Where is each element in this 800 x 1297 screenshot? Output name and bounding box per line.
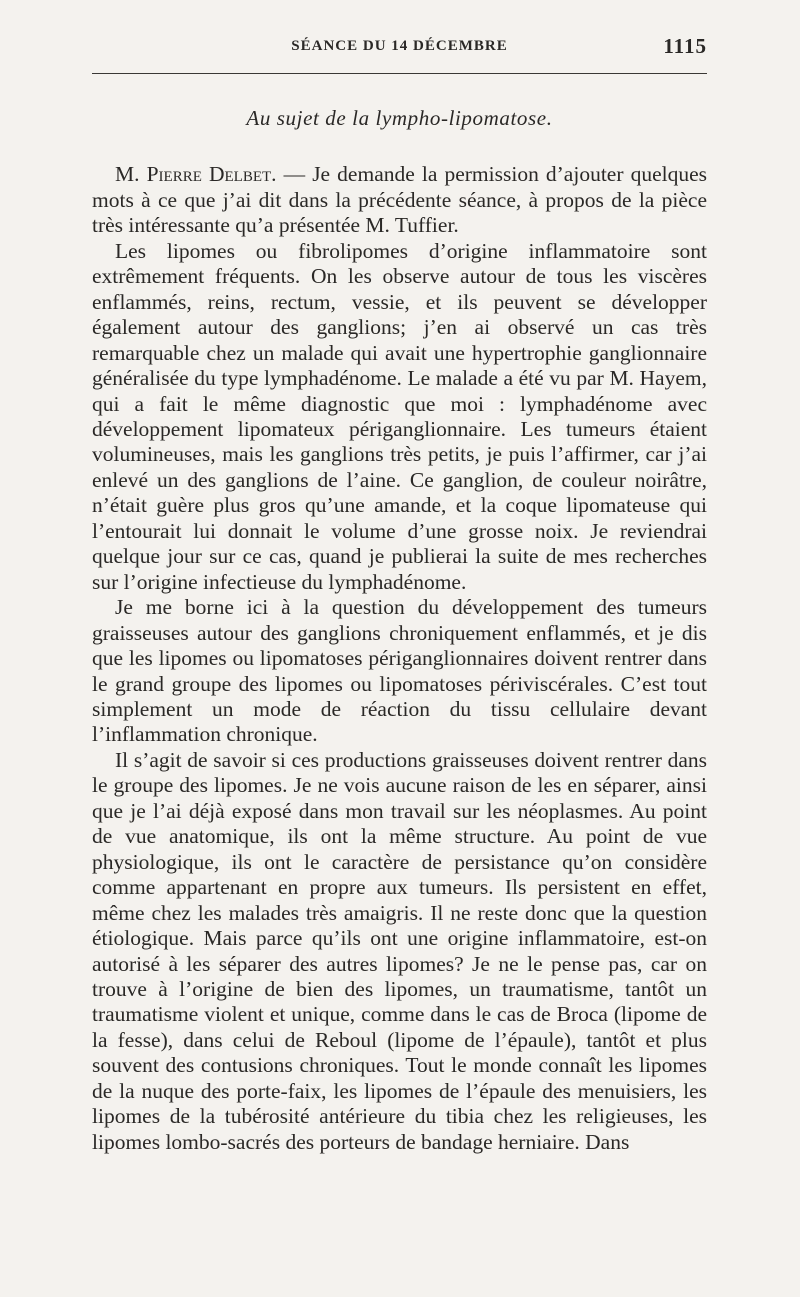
speaker-prefix: M. — [115, 162, 140, 187]
speaker-name: Pierre Delbet. — [146, 162, 277, 187]
article-body — [92, 106, 707, 1155]
paragraph-1-text: — Je demande la permission d’ajouter quelques mots à ce que j’ai dit dans la précédente séance, à propos de la pièce très intéressante qu’a présentée M. Tuffier. — [92, 162, 708, 238]
paragraph-3: Je me borne ici à la question du développement des tumeurs graisseuses autour des ganglions chroniquement enflammés, et je dis que les lipomes ou lipomatoses périganglionnaires doivent rentrer dans le grand groupe des lipomes ou lipomatoses périviscérales. C’est tout simplement un mode de réaction du tissu cellulaire devant l’inflammation chronique. — [92, 595, 707, 747]
paragraph-1 — [92, 162, 707, 238]
paragraph-4: Il s’agit de savoir si ces productions graisseuses doivent rentrer dans le groupe des lipomes. Je ne vois aucune raison de les en séparer, ainsi que je l’ai déjà exposé dans mon travail sur les néoplasmes. Au point de vue anatomique, ils ont la même structure. Au point de vue physiologique, ils ont le caractère de persistance qu’on considère comme appartenant en propre aux tumeurs. Ils persistent en effet, même chez les malades très amaigris. Il ne reste donc que la question étiologique. Mais parce qu’ils ont une origine inflammatoire, est-on autorisé à les séparer des autres lipomes? Je ne le pense pas, car on trouve à l’origine de bien des lipomes, un traumatisme, tantôt un traumatisme violent et unique, comme dans le cas de Broca (lipome de la fesse), dans celui de Reboul (lipome de l’épaule), tantôt et plus souvent des contusions chroniques. Tout le monde connaît les lipomes de la nuque des porte-faix, les lipomes de l’épaule des menuisiers, les lipomes de la tubérosité antérieure du tibia chez les religieuses, les lipomes lombo-sacrés des porteurs de bandage herniaire. Dans — [92, 747, 707, 1154]
header-rule — [92, 73, 707, 74]
running-head — [92, 32, 707, 62]
running-title: SÉANCE DU 14 DÉCEMBRE — [291, 38, 508, 54]
page-number: 1115 — [663, 34, 707, 58]
paragraph-2: Les lipomes ou fibrolipomes d’origine inflammatoire sont extrêmement fréquents. On les observe autour de tous les viscères enflammés, reins, rectum, vessie, et ils peuvent se développer également autour des ganglions; j’en ai observé un cas très remarquable chez un malade qui avait une hypertrophie ganglionnaire généralisée du type lymphadénome. Le malade a été vu par M. Hayem, qui a fait le même diagnostic que moi : lymphadénome avec développement lipomateux périganglionnaire. Les tumeurs étaient volumineuses, mais les ganglions très petits, je puis l’affirmer, car j’ai enlevé un des ganglions de l’aine. Ce ganglion, de couleur noirâtre, n’était guère plus gros qu’une amande, et la coque lipomateuse qui l’entourait lui donnait le volume d’une grosse noix. Je reviendrai quelque jour sur ce cas, quand je publierai la suite de mes recherches sur l’origine infectieuse du lymphadénome. — [92, 238, 707, 594]
section-title: Au sujet de la lympho-lipomatose. — [246, 106, 553, 130]
